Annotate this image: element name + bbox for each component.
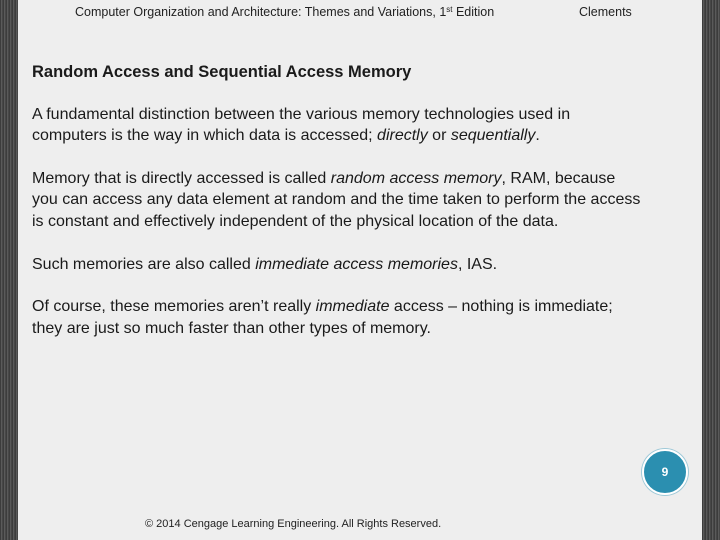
text-run: , IAS. (457, 255, 498, 273)
book-title (75, 5, 494, 19)
page-number-badge: 9 (642, 449, 688, 495)
emphasized-text: directly (377, 127, 428, 145)
paragraph (32, 168, 644, 233)
edition-superscript: st (446, 5, 453, 14)
text-run: . (535, 127, 540, 145)
edition-suffix: Edition (452, 5, 495, 19)
slide-header (18, 5, 702, 21)
text-run: Of course, these memories aren’t really (32, 298, 316, 316)
slide-panel (18, 0, 702, 540)
copyright-footer: © 2014 Cengage Learning Engineering. All Rights Reserved. (145, 518, 442, 530)
text-run: Such memories are also called (32, 255, 256, 273)
text-run: access – nothing is immediate; they are just so much faster than other types of memory. (32, 298, 613, 337)
text-run: A fundamental distinction between the various memory technologies used in computers is the way in which data is accessed; (32, 105, 571, 145)
paragraph (32, 104, 644, 147)
emphasized-text: sequentially (450, 127, 536, 145)
text-run: Memory that is directly accessed is called (32, 169, 331, 187)
paragraph (32, 296, 644, 339)
author-name: Clements (579, 5, 632, 19)
emphasized-text: random access memory (330, 169, 502, 187)
emphasized-text: immediate (315, 298, 390, 316)
text-run: or (427, 127, 451, 145)
slide-content (32, 62, 644, 360)
paragraph (32, 254, 644, 276)
text-run: , RAM, because you can access any data element at random and the time taken to perform the access is constant and effectively independent of the physical location of the data. (32, 169, 641, 230)
slide-title: Random Access and Sequential Access Memory (32, 63, 412, 81)
emphasized-text: immediate access memories (255, 255, 458, 273)
book-title-text: Computer Organization and Architecture: Themes and Variations, 1 (75, 5, 447, 19)
